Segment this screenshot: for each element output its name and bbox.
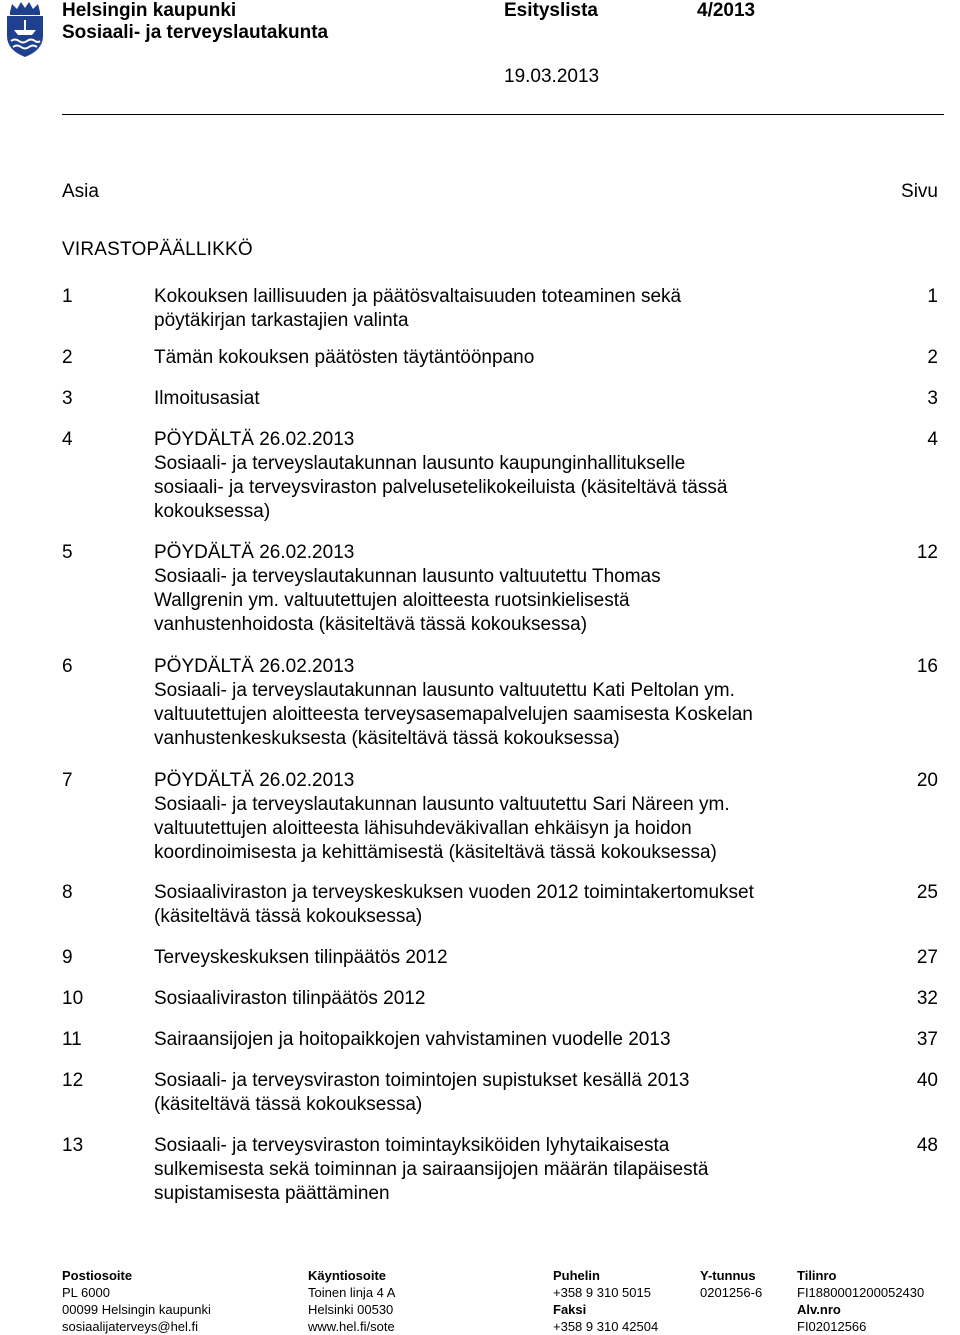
footer-business-id-value: 0201256-6 bbox=[700, 1285, 763, 1300]
agenda-item-page: 25 bbox=[916, 882, 938, 903]
agenda-item-line: vanhustenkeskuksesta (käsiteltävä tässä kokouksessa) bbox=[154, 728, 620, 749]
section-title: VIRASTOPÄÄLLIKKÖ bbox=[62, 239, 253, 260]
agenda-item-number: 13 bbox=[62, 1135, 84, 1156]
footer-heading: Postiosoite bbox=[62, 1268, 133, 1283]
footer-account-number: FI1880001200052430 bbox=[797, 1285, 925, 1300]
agenda-item-number: 4 bbox=[62, 429, 73, 450]
agenda-item-page: 3 bbox=[927, 388, 938, 409]
agenda-item-number: 10 bbox=[62, 988, 84, 1009]
agenda-item-line: Kokouksen laillisuuden ja päätösvaltaisuuden toteaminen sekä bbox=[154, 286, 682, 307]
footer-phone bbox=[553, 1267, 658, 1335]
helsinki-crest-logo bbox=[4, 0, 46, 58]
subject-column-heading: Asia bbox=[62, 181, 99, 202]
footer-vat-label: Alv.nro bbox=[797, 1302, 841, 1317]
agenda-item-number: 11 bbox=[62, 1029, 82, 1050]
agenda-item-page: 12 bbox=[916, 542, 938, 563]
agenda-item-line: (käsiteltävä tässä kokouksessa) bbox=[154, 1094, 423, 1115]
agenda-item-number: 9 bbox=[62, 947, 73, 968]
agenda-item-line: Sosiaali- ja terveysviraston toimintayksiköiden lyhytaikaisesta bbox=[154, 1135, 670, 1156]
agenda-item-line: Sosiaaliviraston tilinpäätös 2012 bbox=[154, 988, 426, 1009]
agenda-item-page: 16 bbox=[916, 656, 938, 677]
footer-phone-number: +358 9 310 5015 bbox=[553, 1285, 651, 1300]
footer-fax-number: +358 9 310 42504 bbox=[553, 1319, 659, 1334]
footer-account bbox=[797, 1267, 924, 1335]
agenda-item-line: supistamisesta päättäminen bbox=[154, 1183, 390, 1204]
agenda-item-line: PÖYDÄLTÄ 26.02.2013 bbox=[154, 542, 355, 563]
document-type: Esityslista bbox=[504, 0, 598, 21]
footer-heading: Tilinro bbox=[797, 1268, 837, 1283]
agenda-item-line: valtuutettujen aloitteesta terveysasemapalvelujen saamisesta Koskelan bbox=[154, 704, 753, 725]
agenda-item-title bbox=[154, 1069, 834, 1117]
agenda-item-line: Tämän kokouksen päätösten täytäntöönpano bbox=[154, 347, 535, 368]
agenda-item-line: PÖYDÄLTÄ 26.02.2013 bbox=[154, 770, 355, 791]
agenda-item-page: 2 bbox=[927, 347, 938, 368]
agenda-item-title bbox=[154, 1028, 834, 1052]
agenda-item-number: 8 bbox=[62, 882, 73, 903]
agenda-item-number: 12 bbox=[62, 1070, 84, 1091]
agenda-item-line: Wallgrenin ym. valtuutettujen aloitteesta ruotsinkielisestä bbox=[154, 590, 630, 611]
agenda-item-number: 5 bbox=[62, 542, 73, 563]
footer-website[interactable]: www.hel.fi/sote bbox=[308, 1319, 395, 1334]
footer-email[interactable]: sosiaalijaterveys@hel.fi bbox=[62, 1319, 199, 1334]
agenda-item-line: Sosiaali- ja terveyslautakunnan lausunto valtuutettu Thomas bbox=[154, 566, 661, 587]
footer-line: Helsinki 00530 bbox=[308, 1302, 394, 1317]
footer-business-id bbox=[700, 1267, 762, 1301]
agenda-item-page: 4 bbox=[927, 429, 938, 450]
agenda-item-title bbox=[154, 1134, 834, 1206]
agenda-item-page: 20 bbox=[916, 770, 938, 791]
agenda-item-line: kokouksessa) bbox=[154, 501, 271, 522]
agenda-item-page: 48 bbox=[916, 1135, 938, 1156]
agenda-item-title bbox=[154, 387, 834, 411]
footer-heading: Y-tunnus bbox=[700, 1268, 756, 1283]
agenda-item-title bbox=[154, 541, 834, 637]
agenda-item-line: koordinoimisesta ja kehittämisestä (käsiteltävä tässä kokouksessa) bbox=[154, 842, 717, 863]
footer-line: Toinen linja 4 A bbox=[308, 1285, 396, 1300]
meeting-date: 19.03.2013 bbox=[504, 66, 600, 87]
agenda-item-title bbox=[154, 655, 834, 751]
organization-name: Helsingin kaupunki bbox=[62, 0, 237, 21]
agenda-item-page: 1 bbox=[927, 286, 938, 307]
footer-line: 00099 Helsingin kaupunki bbox=[62, 1302, 211, 1317]
document-number: 4/2013 bbox=[697, 0, 756, 21]
agenda-item-line: sulkemisesta sekä toiminnan ja sairaansijojen määrän tilapäisestä bbox=[154, 1159, 709, 1180]
header-divider bbox=[62, 114, 944, 115]
page-column-heading: Sivu bbox=[901, 181, 938, 202]
committee-name: Sosiaali- ja terveyslautakunta bbox=[62, 22, 329, 43]
agenda-item-number: 1 bbox=[62, 286, 73, 307]
agenda-item-title bbox=[154, 285, 834, 333]
agenda-item-title bbox=[154, 987, 834, 1011]
agenda-item-line: Sosiaali- ja terveyslautakunnan lausunto valtuutettu Kati Peltolan ym. bbox=[154, 680, 735, 701]
agenda-item-line: vanhustenhoidosta (käsiteltävä tässä kokouksessa) bbox=[154, 614, 588, 635]
agenda-item-number: 6 bbox=[62, 656, 73, 677]
agenda-item-page: 40 bbox=[916, 1070, 938, 1091]
agenda-item-line: sosiaali- ja terveysviraston palvelusetelikokeiluista (käsiteltävä tässä bbox=[154, 477, 728, 498]
agenda-item-line: Sosiaaliviraston ja terveyskeskuksen vuoden 2012 toimintakertomukset bbox=[154, 882, 754, 903]
agenda-item-page: 37 bbox=[916, 1029, 938, 1050]
agenda-item-line: Sosiaali- ja terveysviraston toimintojen supistukset kesällä 2013 bbox=[154, 1070, 690, 1091]
footer-postal-address bbox=[62, 1267, 211, 1335]
agenda-item-number: 2 bbox=[62, 347, 73, 368]
agenda-item-title bbox=[154, 769, 834, 865]
agenda-item-line: valtuutettujen aloitteesta lähisuhdeväkivallan ehkäisyn ja hoidon bbox=[154, 818, 692, 839]
agenda-item-line: (käsiteltävä tässä kokouksessa) bbox=[154, 906, 423, 927]
footer-heading: Puhelin bbox=[553, 1268, 600, 1283]
agenda-item-number: 3 bbox=[62, 388, 73, 409]
agenda-item-line: Ilmoitusasiat bbox=[154, 388, 260, 409]
footer-heading: Käyntiosoite bbox=[308, 1268, 387, 1283]
agenda-item-line: PÖYDÄLTÄ 26.02.2013 bbox=[154, 429, 355, 450]
agenda-item-number: 7 bbox=[62, 770, 73, 791]
footer-line: PL 6000 bbox=[62, 1285, 110, 1300]
agenda-item-title bbox=[154, 428, 834, 524]
footer-vat-number: FI02012566 bbox=[797, 1319, 867, 1334]
agenda-item-page: 27 bbox=[916, 947, 938, 968]
agenda-item-title bbox=[154, 346, 834, 370]
agenda-item-title bbox=[154, 881, 834, 929]
agenda-item-title bbox=[154, 946, 834, 970]
agenda-item-page: 32 bbox=[916, 988, 938, 1009]
agenda-item-line: PÖYDÄLTÄ 26.02.2013 bbox=[154, 656, 355, 677]
footer-fax-label: Faksi bbox=[553, 1302, 587, 1317]
footer-visiting-address bbox=[308, 1267, 395, 1335]
agenda-item-line: Sosiaali- ja terveyslautakunnan lausunto valtuutettu Sari Näreen ym. bbox=[154, 794, 730, 815]
agenda-item-line: pöytäkirjan tarkastajien valinta bbox=[154, 310, 409, 331]
agenda-item-line: Terveyskeskuksen tilinpäätös 2012 bbox=[154, 947, 448, 968]
agenda-item-line: Sosiaali- ja terveyslautakunnan lausunto kaupunginhallitukselle bbox=[154, 453, 686, 474]
agenda-item-line: Sairaansijojen ja hoitopaikkojen vahvistaminen vuodelle 2013 bbox=[154, 1029, 671, 1050]
